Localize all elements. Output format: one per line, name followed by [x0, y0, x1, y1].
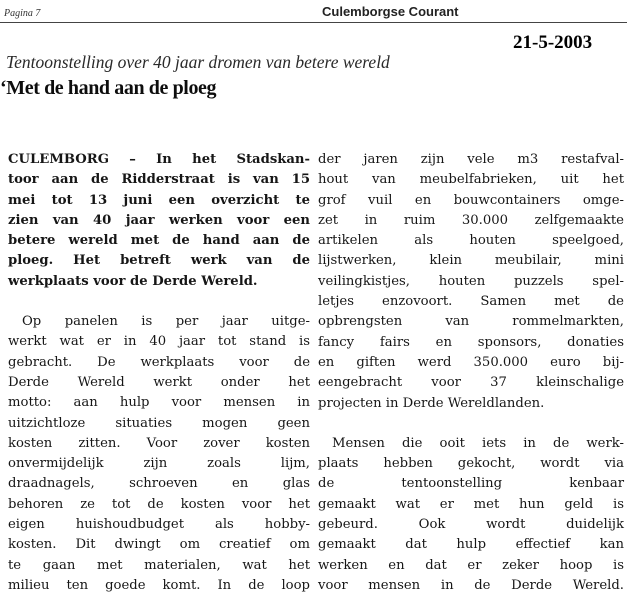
body-line: eengebracht voor 37 kleinschalige [318, 375, 624, 391]
body-line: projecten in Derde Wereldlanden. [318, 395, 545, 411]
intro-line: ploeg. Het betreft werk van de [8, 253, 310, 269]
body-line: motto: aan hulp voor mensen in [8, 395, 310, 411]
body-line: en giften werd 350.000 euro bij- [318, 354, 624, 370]
body-line: grof vuil en bouwcontainers omge- [318, 192, 624, 208]
body-line: eigen huishoudbudget als hobby- [8, 517, 310, 533]
intro-line: CULEMBORG – In het Stadskan- [8, 152, 310, 167]
body-line: milieu ten goede komt. In de loop [8, 577, 310, 593]
body-line: artikelen als houten speelgoed, [318, 233, 624, 249]
body-line: opbrengsten van rommelmarkten, [318, 314, 624, 330]
body-line: Mensen die ooit iets in de werk- [332, 435, 624, 451]
body-line: kosten zitten. Voor zover kosten [8, 435, 310, 451]
intro-line: betere wereld met de hand aan de [8, 233, 310, 249]
body-line: letjes enzovoort. Samen met de [318, 294, 624, 310]
body-line: draadnagels, schroeven en glas [8, 476, 310, 492]
intro-line: werkplaats voor de Derde Wereld. [8, 273, 258, 289]
body-line: plaats hebben gekocht, wordt via [318, 456, 624, 472]
article-paragraph-1 [8, 312, 310, 596]
header-rule [0, 22, 627, 23]
paragraph-gap [8, 292, 310, 312]
body-line: kosten. Dit dwingt om creatief om [8, 537, 310, 553]
body-line: Op panelen is per jaar uitge- [22, 314, 310, 330]
body-line: hout van meubelfabrieken, uit het [318, 172, 624, 188]
body-line: voor mensen in de Derde Wereld. [318, 577, 624, 593]
body-line: der jaren zijn vele m3 restafval- [318, 152, 624, 167]
paragraph-gap [318, 414, 624, 434]
article-subtitle: Tentoonstelling over 40 jaar dromen van betere wereld [6, 52, 390, 72]
body-line: de tentoonstelling kenbaar [318, 476, 624, 492]
body-line: zet in ruim 30.000 zelfgemaakte [318, 212, 624, 228]
page-number-label: Pagina 7 [4, 8, 41, 19]
body-line: gebracht. De werkplaats voor de [8, 354, 310, 370]
article-paragraph-3 [318, 434, 624, 596]
body-line: gemaakt wat er met hun geld is [318, 496, 624, 512]
body-line: fancy fairs en sponsors, donaties [318, 334, 624, 350]
body-line: gemaakt dat hulp effectief kan [318, 537, 624, 553]
body-line: veilingkistjes, houten puzzels spel- [318, 273, 624, 289]
article-headline: ‘Met de hand aan de ploeg [0, 77, 217, 99]
body-line: Derde Wereld werkt onder het [8, 374, 310, 390]
body-line: behoren ze tot de kosten voor het [8, 496, 310, 512]
body-line: lijstwerken, klein meubilair, mini [318, 253, 624, 269]
intro-line: toor aan de Ridderstraat is van 15 [8, 172, 310, 188]
body-line: uitzichtloze situaties mogen geen [8, 415, 310, 431]
body-line: werkt wat er in 40 jaar tot stand is [8, 334, 310, 350]
newspaper-masthead: Culemborgse Courant [322, 4, 459, 19]
body-line: werken en dat er zeker hoop is [318, 557, 624, 573]
body-line: gebeurd. Ook wordt duidelijk [318, 517, 624, 533]
intro-line: zien van 40 jaar werken voor een [8, 212, 310, 228]
publication-date: 21-5-2003 [513, 32, 593, 53]
article-column-left [8, 150, 310, 596]
article-paragraph-2 [318, 150, 624, 414]
article-column-right [318, 150, 624, 596]
article-intro [8, 150, 310, 292]
intro-line: mei tot 13 juni een overzicht te [8, 192, 310, 208]
body-line: onvermijdelijk zijn zoals lijm, [8, 456, 310, 472]
body-line: te gaan met materialen, wat het [8, 557, 310, 573]
